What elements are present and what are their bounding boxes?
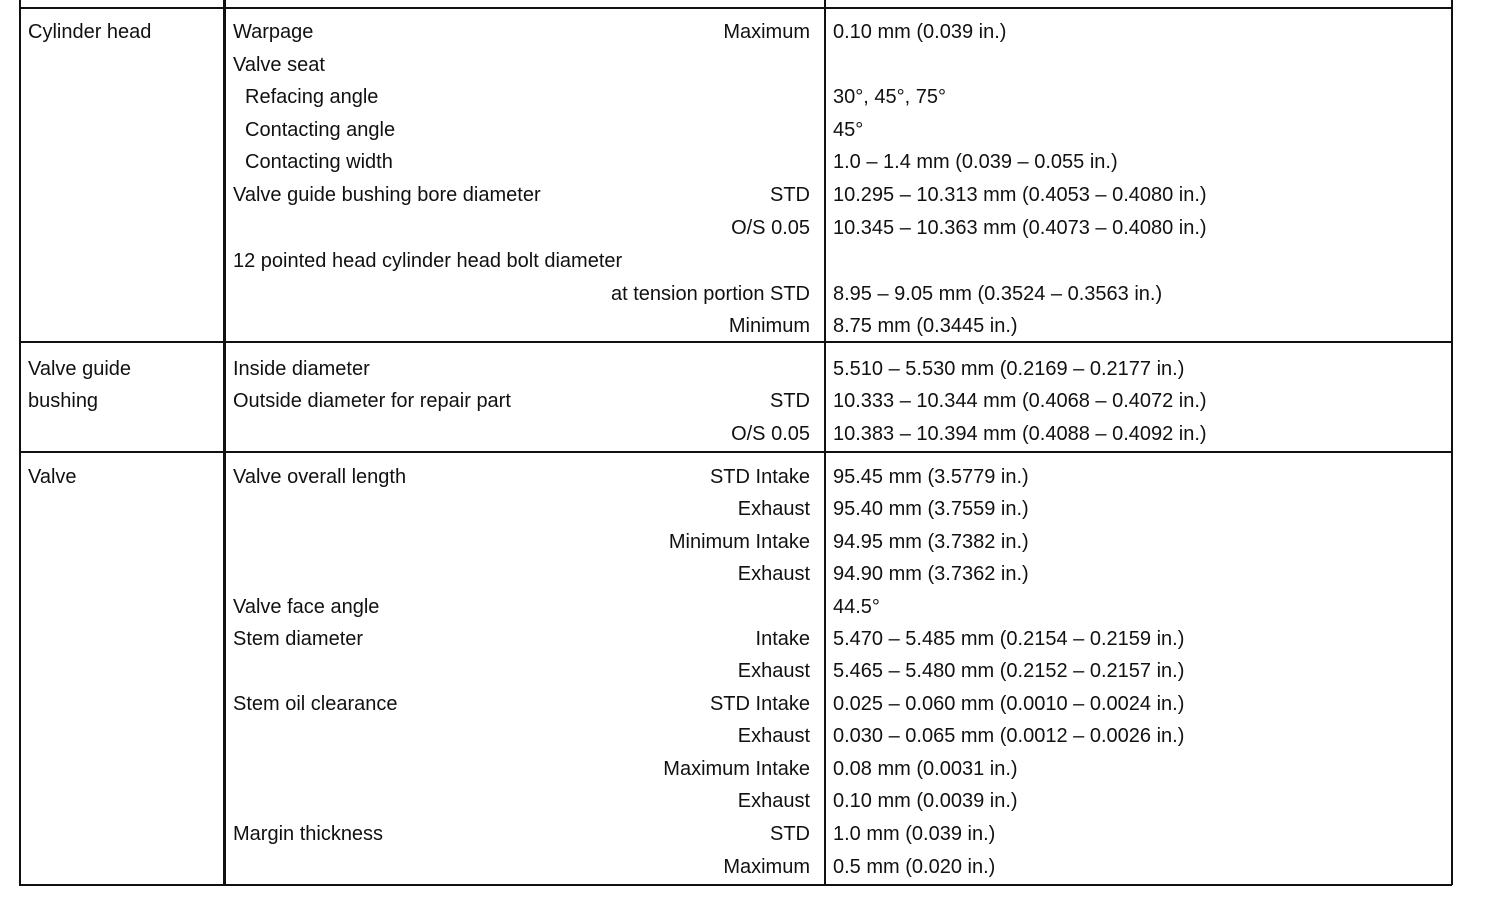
- spec-value: 0.10 mm (0.039 in.): [833, 21, 1007, 43]
- condition-label: Maximum: [723, 856, 810, 878]
- spec-value: 30°, 45°, 75°: [833, 86, 946, 108]
- column-divider-1: [223, 0, 226, 885]
- condition-label: O/S 0.05: [731, 217, 810, 239]
- spec-value: 0.5 mm (0.020 in.): [833, 856, 996, 878]
- condition-label: Exhaust: [737, 563, 810, 585]
- table-bottom-border: [19, 884, 1452, 886]
- section-divider: [19, 451, 1452, 453]
- spec-value: 95.45 mm (3.5779 in.): [833, 466, 1029, 488]
- condition-label: O/S 0.05: [731, 423, 810, 445]
- table-right-border: [1451, 0, 1453, 885]
- spec-value: 0.08 mm (0.0031 in.): [833, 758, 1018, 780]
- item-label: Stem diameter: [233, 628, 364, 650]
- condition-label: Maximum Intake: [663, 758, 810, 780]
- condition-label: STD: [770, 184, 810, 206]
- condition-label: STD: [770, 390, 810, 412]
- condition-label: Minimum Intake: [668, 531, 810, 553]
- spec-value: 44.5°: [833, 596, 880, 618]
- spec-value: 0.025 – 0.060 mm (0.0010 – 0.0024 in.): [833, 693, 1185, 715]
- item-label: Contacting angle: [245, 119, 396, 141]
- spec-value: 10.333 – 10.344 mm (0.4068 – 0.4072 in.): [833, 390, 1207, 412]
- spec-value: 10.295 – 10.313 mm (0.4053 – 0.4080 in.): [833, 184, 1207, 206]
- section-divider: [19, 341, 1452, 343]
- table-left-border: [19, 0, 21, 885]
- item-label: Contacting width: [245, 151, 393, 173]
- spec-value: 0.030 – 0.065 mm (0.0012 – 0.0026 in.): [833, 725, 1185, 747]
- condition-label: at tension portion STD: [611, 283, 810, 305]
- spec-value: 94.95 mm (3.7382 in.): [833, 531, 1029, 553]
- item-label: Warpage: [233, 21, 314, 43]
- spec-value: 10.383 – 10.394 mm (0.4088 – 0.4092 in.): [833, 423, 1207, 445]
- condition-label: Exhaust: [737, 660, 810, 682]
- item-label: Valve guide bushing bore diameter: [233, 184, 541, 206]
- condition-label: Exhaust: [737, 498, 810, 520]
- spec-value: 94.90 mm (3.7362 in.): [833, 563, 1029, 585]
- item-label: Valve seat: [233, 54, 325, 76]
- item-label: Refacing angle: [245, 86, 379, 108]
- condition-label: Maximum: [723, 21, 810, 43]
- column-divider-2: [824, 0, 826, 885]
- item-label: Margin thickness: [233, 823, 384, 845]
- item-label: Outside diameter for repair part: [233, 390, 511, 412]
- spec-value: 45°: [833, 119, 864, 141]
- item-label: Inside diameter: [233, 358, 370, 380]
- spec-value: 1.0 mm (0.039 in.): [833, 823, 996, 845]
- category-label: Valve guide: [28, 358, 132, 380]
- spec-value: 5.470 – 5.485 mm (0.2154 – 0.2159 in.): [833, 628, 1185, 650]
- condition-label: Intake: [755, 628, 810, 650]
- item-label: Valve face angle: [233, 596, 380, 618]
- spec-value: 95.40 mm (3.7559 in.): [833, 498, 1029, 520]
- category-label: Cylinder head: [28, 21, 152, 43]
- condition-label: Minimum: [728, 315, 810, 337]
- condition-label: STD Intake: [709, 466, 810, 488]
- item-label: Stem oil clearance: [233, 693, 398, 715]
- section-top-border: [19, 7, 1452, 9]
- spec-value: 5.510 – 5.530 mm (0.2169 – 0.2177 in.): [833, 358, 1185, 380]
- spec-value: 8.95 – 9.05 mm (0.3524 – 0.3563 in.): [833, 283, 1163, 305]
- spec-value: 0.10 mm (0.0039 in.): [833, 790, 1018, 812]
- category-label: Valve: [28, 466, 77, 488]
- spec-value: 10.345 – 10.363 mm (0.4073 – 0.4080 in.): [833, 217, 1207, 239]
- item-label: 12 pointed head cylinder head bolt diameter: [233, 250, 623, 272]
- condition-label: STD: [770, 823, 810, 845]
- item-label: Valve overall length: [233, 466, 407, 488]
- condition-label: Exhaust: [737, 725, 810, 747]
- spec-value: 8.75 mm (0.3445 in.): [833, 315, 1018, 337]
- condition-label: STD Intake: [709, 693, 810, 715]
- category-label: bushing: [28, 390, 99, 412]
- spec-value: 1.0 – 1.4 mm (0.039 – 0.055 in.): [833, 151, 1118, 173]
- spec-value: 5.465 – 5.480 mm (0.2152 – 0.2157 in.): [833, 660, 1185, 682]
- condition-label: Exhaust: [737, 790, 810, 812]
